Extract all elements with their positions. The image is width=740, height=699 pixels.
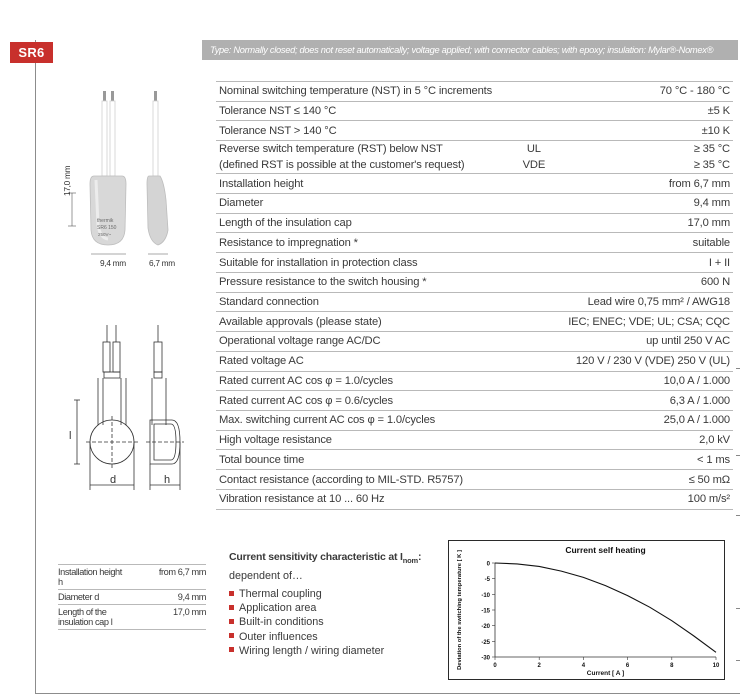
install-row — [58, 565, 206, 590]
x-tick-label: 2 — [537, 663, 541, 669]
current-self-heating-chart — [448, 540, 725, 680]
spec-value: 100 m/s² — [554, 489, 733, 509]
list-item-text: Application area — [239, 602, 317, 615]
list-item — [229, 615, 384, 629]
bullet-icon — [229, 647, 234, 652]
edge-mark — [736, 515, 740, 516]
spec-value: 9,4 mm — [554, 193, 733, 213]
x-tick-label: 6 — [625, 663, 630, 669]
spec-label: Total bounce time — [216, 450, 514, 470]
spec-row — [216, 233, 733, 253]
spec-value: 17,0 mm — [554, 213, 733, 233]
spec-label-line: (defined RST is possible at the customer's request) — [219, 159, 465, 172]
sensitivity-title: Current sensitivity characteristic at $I_{nom}$: — [229, 551, 422, 566]
install-row — [58, 590, 206, 605]
y-tick-label: -25 — [481, 639, 490, 646]
list-item-text: Thermal coupling — [239, 588, 322, 600]
spec-standard — [514, 391, 554, 411]
spec-standard — [514, 371, 554, 391]
x-tick-label: 8 — [670, 663, 674, 669]
install-label: Length of the insulation cap l — [58, 605, 128, 630]
x-tick-label: 4 — [581, 663, 586, 669]
spec-label: Available approvals (please state) — [216, 312, 514, 332]
spec-label: Rated current AC cos φ = 0.6/cycles — [216, 391, 514, 411]
edge-mark — [736, 368, 740, 369]
spec-label: Max. switching current AC cos φ = 1.0/cycles — [216, 411, 514, 431]
technical-drawing-front — [74, 325, 138, 490]
spec-value: I + II — [554, 253, 733, 273]
spec-row — [216, 174, 733, 194]
x-tick-label: 0 — [493, 663, 497, 669]
spec-value: ≤ 50 mΩ — [554, 470, 733, 490]
spec-row — [216, 213, 733, 233]
spec-standard — [514, 82, 554, 102]
install-value: 9,4 mm — [128, 590, 206, 605]
bullet-icon — [229, 591, 234, 596]
edge-mark — [736, 660, 740, 661]
spec-label: Vibration resistance at 10 ... 60 Hz — [216, 489, 514, 509]
width-dimension-label: 9,4 mm — [100, 258, 126, 268]
spec-value: 600 N — [554, 272, 733, 292]
sensitivity-list — [229, 587, 384, 658]
spec-standard — [514, 101, 554, 121]
list-item — [229, 630, 384, 644]
spec-label: Contact resistance (according to MIL-STD. R5757) — [216, 470, 514, 490]
list-item-text: Wiring length / wiring diameter — [239, 644, 385, 657]
installation-table — [58, 564, 206, 630]
spec-standard — [514, 233, 554, 253]
spec-standard — [514, 141, 554, 174]
spec-value: < 1 ms — [554, 450, 733, 470]
spec-row — [216, 121, 733, 141]
edge-mark — [736, 455, 740, 456]
bullet-icon — [229, 605, 234, 610]
y-tick-label: -20 — [481, 624, 490, 631]
spec-value: 10,0 A / 1.000 — [554, 371, 733, 391]
depth-dimension-label: 6,7 mm — [149, 258, 175, 268]
spec-standard — [514, 450, 554, 470]
specification-table — [216, 81, 733, 510]
install-row — [58, 605, 206, 630]
photo-side-view — [147, 91, 168, 245]
spec-value: 2,0 kV — [554, 430, 733, 450]
spec-label: Tolerance NST ≤ 140 °C — [216, 101, 514, 121]
spec-label — [216, 141, 514, 174]
list-item — [229, 587, 384, 601]
install-value: from 6,7 mm — [128, 565, 206, 590]
spec-value: suitable — [554, 233, 733, 253]
x-tick-label: 10 — [712, 663, 720, 669]
spec-label: Suitable for installation in protection class — [216, 253, 514, 273]
spec-label: Operational voltage range AC/DC — [216, 332, 514, 352]
spec-row — [216, 101, 733, 121]
spec-label: Tolerance NST > 140 °C — [216, 121, 514, 141]
spec-row — [216, 351, 733, 371]
technical-drawing-side — [146, 325, 184, 490]
spec-standard — [514, 193, 554, 213]
list-item-text: Built-in conditions — [239, 616, 324, 629]
spec-label: Diameter — [216, 193, 514, 213]
chart-svg — [449, 541, 726, 681]
list-item — [229, 601, 384, 615]
spec-value: IEC; ENEC; VDE; UL; CSA; CQC — [554, 312, 733, 332]
spec-row — [216, 312, 733, 332]
spec-value: 120 V / 230 V (VDE) 250 V (UL) — [554, 351, 733, 371]
spec-label: Rated current AC cos φ = 1.0/cycles — [216, 371, 514, 391]
spec-standard — [514, 312, 554, 332]
y-tick-label: 0 — [486, 561, 490, 568]
edge-mark — [736, 608, 740, 609]
label-d: d — [110, 474, 116, 486]
spec-standard — [514, 253, 554, 273]
spec-label: Installation height — [216, 174, 514, 194]
spec-row — [216, 253, 733, 273]
spec-value: from 6,7 mm — [554, 174, 733, 194]
spec-row — [216, 430, 733, 450]
list-item-text: Outer influences — [239, 630, 318, 643]
model-tag: SR6 — [10, 42, 53, 63]
spec-label: Resistance to impregnation * — [216, 233, 514, 253]
spec-row — [216, 272, 733, 292]
spec-row — [216, 391, 733, 411]
spec-row — [216, 470, 733, 490]
spec-label-line: Reverse switch temperature (RST) below NST — [219, 143, 443, 156]
install-value: 17,0 mm — [128, 605, 206, 630]
spec-standard — [514, 213, 554, 233]
y-tick-label: -5 — [484, 577, 490, 584]
spec-standard — [514, 411, 554, 431]
spec-row — [216, 193, 733, 213]
y-axis-label: Deviation of the switching temperature [ K ] — [457, 550, 463, 670]
spec-row — [216, 411, 733, 431]
spec-value: 70 °C - 180 °C — [554, 82, 733, 102]
part-voltage-marking: 250V~ — [98, 232, 112, 237]
spec-label: Pressure resistance to the switch housing * — [216, 272, 514, 292]
install-label: Diameter d — [58, 590, 128, 605]
spec-standard — [514, 470, 554, 490]
spec-row — [216, 371, 733, 391]
spec-value: Lead wire 0,75 mm² / AWG18 — [554, 292, 733, 312]
spec-standard-line: VDE — [522, 159, 546, 172]
spec-row — [216, 489, 733, 509]
spec-standard — [514, 351, 554, 371]
sensitivity-subtitle: dependent of… — [229, 570, 303, 582]
label-l: l — [69, 430, 72, 442]
spec-value: 6,3 A / 1.000 — [554, 391, 733, 411]
bullet-icon — [229, 619, 234, 624]
label-h: h — [164, 474, 170, 486]
y-tick-label: -15 — [481, 608, 490, 615]
height-dimension-label: 17,0 mm — [62, 165, 72, 196]
spec-value: ±5 K — [554, 101, 733, 121]
spec-value-line: ≥ 35 °C — [693, 159, 730, 172]
spec-standard — [514, 272, 554, 292]
series-line — [495, 563, 716, 652]
spec-label: Length of the insulation cap — [216, 213, 514, 233]
spec-standard — [514, 430, 554, 450]
spec-label: High voltage resistance — [216, 430, 514, 450]
bullet-icon — [229, 633, 234, 638]
install-label: Installation height h — [58, 565, 128, 590]
spec-row — [216, 82, 733, 102]
type-description: Type: Normally closed; does not reset automatically; voltage applied; with connector cables; with epoxy; insulation: Mylar®-Nomex® — [202, 40, 738, 60]
spec-value — [554, 141, 733, 174]
spec-label: Nominal switching temperature (NST) in 5 °C increments — [216, 82, 514, 102]
x-axis-label: Current [ A ] — [586, 670, 625, 677]
spec-row — [216, 450, 733, 470]
chart-title: Current self heating — [565, 545, 646, 555]
list-item — [229, 644, 384, 658]
spec-value: 25,0 A / 1.000 — [554, 411, 733, 431]
part-brand-marking: thermik — [97, 218, 114, 224]
spec-value-line: ≥ 35 °C — [693, 143, 730, 156]
y-tick-label: -10 — [481, 592, 490, 599]
spec-label: Standard connection — [216, 292, 514, 312]
spec-standard — [514, 121, 554, 141]
spec-standard — [514, 332, 554, 352]
product-drawing — [50, 80, 200, 500]
spec-row — [216, 292, 733, 312]
spec-value: up until 250 V AC — [554, 332, 733, 352]
spec-row — [216, 332, 733, 352]
spec-row — [216, 141, 733, 174]
spec-standard — [514, 174, 554, 194]
spec-standard — [514, 292, 554, 312]
part-code-marking: SR6 150 — [97, 225, 117, 231]
spec-value: ±10 K — [554, 121, 733, 141]
spec-standard — [514, 489, 554, 509]
y-tick-label: -30 — [481, 655, 490, 662]
spec-label: Rated voltage AC — [216, 351, 514, 371]
spec-standard-line: UL — [526, 143, 541, 156]
